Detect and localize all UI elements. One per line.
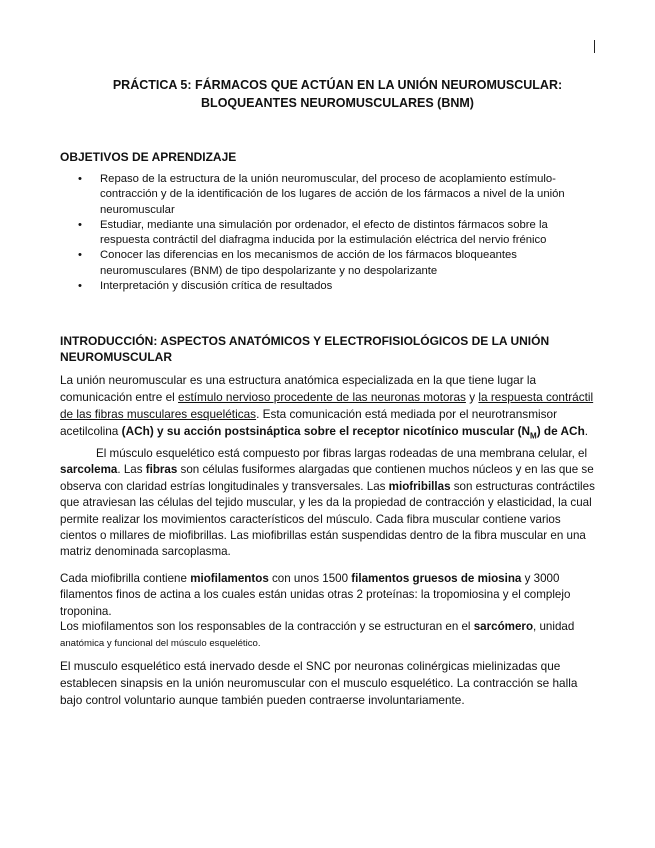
objectives-heading: OBJETIVOS DE APRENDIZAJE [60,150,237,164]
list-item: • Conocer las diferencias en los mecanismos de acción de los fármacos bloqueantes neuromusculares (BNM) de tipo despolarizante y no despolarizante [78,249,517,277]
list-item: • Estudiar, mediante una simulación por ordenador, el efecto de distintos fármacos sobre la respuesta contráctil del diafragma inducida por la estimulación eléctrica del nervio frénico [78,218,548,247]
intro-paragraph-1: La unión neuromuscular es una estructura anatómica especializada en la que tiene lugar la comunicación entre el estímulo nervioso procedente de las neuronas motoras y la respuesta contráctil de las fibras musculares esqueléticas. Esta comunicación está mediada por el neurotransmisor acetilcolina (ACh) y su acción postsináptica sobre el receptor nicotínico muscular $(N_M)$ de ACh. [60,373,594,441]
text-cursor [594,40,595,53]
title-line-1: PRÁCTICA 5: FÁRMACOS QUE ACTÚAN EN LA UNIÓN NEUROMUSCULAR: [112,78,563,92]
intro-heading-line-2: NEUROMUSCULAR [60,350,172,364]
intro-paragraph-5: El musculo esquelético está inervado desde el SNC por neuronas colinérgicas mielinizadas que establecen sinapsis en la unión neuromuscular con el musculo esquelético. La contracción se halla bajo control voluntario aunque también pueden contraerse involuntariamente. [60,659,578,707]
bullet-icon: • [78,173,82,185]
intro-heading-line-1: INTRODUCCIÓN: ASPECTOS ANATÓMICOS Y ELECTROFISIOLÓGICOS DE LA UNIÓN [60,334,550,348]
intro-paragraph-3: Cada miofibrilla contiene miofilamentos con unos 1500 filamentos gruesos de miosina y 3000 filamentos finos de actina a los cuales están unidas otras 2 proteínas: la tropomiosina y el complejo troponina. [60,572,571,618]
title-line-2: BLOQUEANTES NEUROMUSCULARES (BNM) [201,96,474,110]
objectives-list [60,172,600,294]
intro-paragraph-4: Los miofilamentos son los responsables de la contracción y se estructuran en el sarcómero, unidad anatómica y funcional del músculo esquelético. [60,620,575,650]
page-title [60,76,615,112]
list-item: • Repaso de la estructura de la unión neuromuscular, del proceso de acoplamiento estímulo-contracción y de la identificación de los lugares de acción de los fármacos a nivel de la unión neuromuscular [78,173,565,216]
intro-heading [60,333,600,365]
bullet-icon: • [78,280,82,293]
bullet-icon: • [78,218,82,231]
bullet-icon: • [78,249,82,262]
list-item: • Interpretación y discusión crítica de resultados [60,279,600,294]
intro-paragraph-2: El músculo esquelético está compuesto por fibras largas rodeadas de una membrana celular, el sarcolema. Las fibras son células fusiformes alargadas que contienen muchos núcleos y en las que se observa con claridad estrías longitudinales y transversales. Las miofribillas son estructuras contráctiles que atraviesan las células del tejido muscular, y les da la propiedad de contracción y elasticidad, la cual permite realizar los movimientos característicos del músculo. Cada fibra muscular contiene varios cientos o millares de miofibrillas. Las miofibrillas están suspendidas dentro de la fibra muscular en una matriz denominada sarcoplasma. [60,447,595,559]
